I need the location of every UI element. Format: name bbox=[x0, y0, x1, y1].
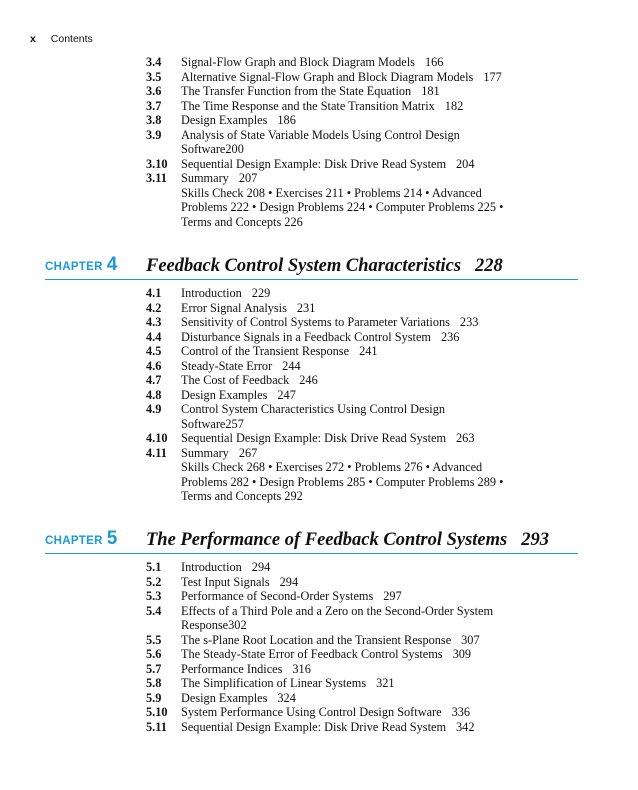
chapter-heading-4 bbox=[0, 254, 638, 280]
entry-page: 321 bbox=[376, 676, 395, 690]
entry-title: Software200 bbox=[181, 142, 244, 156]
entry-title: Signal-Flow Graph and Block Diagram Models 166 bbox=[181, 55, 444, 69]
entry-page: 207 bbox=[238, 171, 258, 185]
entry-page: 233 bbox=[459, 315, 479, 329]
entry-title: Design Examples 186 bbox=[181, 113, 296, 127]
entry-number: 5.8 bbox=[146, 676, 162, 690]
entry-title: Alternative Signal-Flow Graph and Block Diagram Models 177 bbox=[181, 69, 502, 84]
entry-title: Skills Check 268 • Exercises 272 • Problems 276 • Advanced bbox=[181, 460, 483, 474]
entry-title: System Performance Using Control Design Software 336 bbox=[181, 705, 471, 719]
entry-page: 324 bbox=[277, 690, 296, 705]
entry-page: 336 bbox=[451, 705, 471, 719]
toc-entry bbox=[0, 388, 638, 403]
entry-number: 4.5 bbox=[146, 344, 162, 358]
entry-title: Test Input Signals 294 bbox=[181, 574, 299, 589]
toc-entry bbox=[0, 113, 638, 128]
toc-entry bbox=[0, 431, 638, 446]
chapter-heading-5 bbox=[0, 528, 638, 554]
entry-title: Control System Characteristics Using Control Design bbox=[181, 402, 446, 416]
toc-entry bbox=[0, 128, 638, 143]
toc-entry-continuation bbox=[0, 618, 638, 633]
chapter-label: CHAPTER 5 bbox=[45, 528, 118, 549]
chapter-rule bbox=[45, 553, 578, 554]
entry-number: 3.10 bbox=[146, 156, 168, 171]
toc-entry bbox=[0, 171, 638, 186]
entry-number: 3.6 bbox=[146, 84, 162, 98]
entry-number: 5.7 bbox=[146, 661, 162, 676]
toc-entry bbox=[0, 315, 638, 330]
entry-page: 231 bbox=[296, 300, 316, 315]
page-number: x bbox=[30, 33, 36, 45]
entry-number: 3.9 bbox=[146, 127, 162, 142]
entry-title: The Steady-State Error of Feedback Control Systems 309 bbox=[181, 647, 472, 661]
entry-title: Analysis of State Variable Models Using Control Design bbox=[181, 127, 460, 142]
toc-entry bbox=[0, 402, 638, 417]
entry-title: Response302 bbox=[181, 618, 247, 632]
entry-title: Sequential Design Example: Disk Drive Read System 342 bbox=[181, 719, 475, 734]
entry-page: 204 bbox=[456, 156, 475, 171]
toc-entry-continuation bbox=[0, 489, 638, 504]
entry-page: 297 bbox=[383, 589, 402, 603]
entry-title: The Time Response and the State Transition Matrix 182 bbox=[181, 98, 464, 113]
toc-entry-continuation bbox=[0, 142, 638, 157]
entry-title: Skills Check 208 • Exercises 211 • Problems 214 • Advanced bbox=[181, 185, 482, 200]
toc-entry bbox=[0, 330, 638, 345]
entry-title: Problems 222 • Design Problems 224 • Computer Problems 225 • bbox=[181, 200, 504, 214]
entry-page: 244 bbox=[282, 358, 301, 373]
chapter-title: The Performance of Feedback Control Systems 293 bbox=[146, 530, 549, 550]
toc-entry bbox=[0, 720, 638, 735]
entry-title: Sequential Design Example: Disk Drive Read System 263 bbox=[181, 431, 475, 445]
toc-entry bbox=[0, 647, 638, 662]
entry-title: The Cost of Feedback 246 bbox=[181, 373, 318, 387]
toc-entry bbox=[0, 84, 638, 99]
toc-entry bbox=[0, 676, 638, 691]
entry-title: Sensitivity of Control Systems to Parameter Variations 233 bbox=[181, 315, 479, 329]
entry-title: Design Examples 247 bbox=[181, 387, 296, 402]
running-title: Contents bbox=[50, 33, 93, 45]
entry-title: Summary 267 bbox=[181, 445, 258, 460]
entry-number: 5.3 bbox=[146, 589, 162, 603]
entry-number: 5.9 bbox=[146, 690, 162, 705]
entry-page: 181 bbox=[421, 84, 440, 98]
entry-number: 4.4 bbox=[146, 329, 162, 344]
toc-entry bbox=[0, 344, 638, 359]
toc-entry bbox=[0, 589, 638, 604]
entry-page: 186 bbox=[277, 113, 296, 127]
toc-entry-continuation bbox=[0, 475, 638, 490]
entry-number: 5.2 bbox=[146, 574, 162, 589]
entry-title: Problems 282 • Design Problems 285 • Computer Problems 289 • bbox=[181, 474, 504, 489]
chapter-page: 293 bbox=[521, 530, 549, 550]
entry-number: 3.4 bbox=[146, 55, 162, 69]
entry-page: 247 bbox=[277, 387, 296, 402]
entry-number: 4.2 bbox=[146, 300, 162, 315]
toc-entry bbox=[0, 633, 638, 648]
toc-section-chapter3-tail bbox=[0, 55, 638, 229]
entry-number: 5.11 bbox=[146, 719, 167, 734]
toc-section-chapter5 bbox=[0, 560, 638, 734]
chapter-label: CHAPTER 4 bbox=[45, 254, 118, 275]
toc-entry bbox=[0, 705, 638, 720]
entry-page: 246 bbox=[299, 373, 318, 387]
entry-title: Software257 bbox=[181, 416, 244, 431]
entry-number: 4.7 bbox=[146, 373, 162, 387]
toc-entry bbox=[0, 99, 638, 114]
entry-title: Disturbance Signals in a Feedback Control System 236 bbox=[181, 329, 460, 344]
chapter-rule bbox=[45, 279, 578, 280]
entry-number: 5.10 bbox=[146, 705, 168, 719]
entry-page: 307 bbox=[461, 632, 480, 647]
entry-number: 4.3 bbox=[146, 315, 162, 329]
entry-title: Introduction 294 bbox=[181, 560, 271, 574]
entry-number: 5.5 bbox=[146, 632, 162, 647]
chapter-title: Feedback Control System Characteristics 228 bbox=[146, 256, 503, 276]
entry-title: Performance of Second-Order Systems 297 bbox=[181, 589, 402, 603]
entry-page: 342 bbox=[456, 719, 475, 734]
entry-page: 200 bbox=[225, 142, 244, 156]
toc-entry bbox=[0, 691, 638, 706]
entry-title: Summary 207 bbox=[181, 171, 258, 185]
toc-entry-continuation bbox=[0, 200, 638, 215]
entry-title: Sequential Design Example: Disk Drive Read System 204 bbox=[181, 156, 475, 171]
entry-page: 236 bbox=[441, 329, 460, 344]
entry-title: Effects of a Third Pole and a Zero on the Second-Order System bbox=[181, 603, 494, 618]
toc-entry bbox=[0, 70, 638, 85]
entry-page: 263 bbox=[456, 431, 475, 445]
entry-title: The s-Plane Root Location and the Transient Response 307 bbox=[181, 632, 480, 647]
entry-page: 257 bbox=[225, 416, 244, 431]
toc-entry bbox=[0, 662, 638, 677]
toc-entry bbox=[0, 286, 638, 301]
entry-page: 309 bbox=[452, 647, 472, 661]
toc-entry bbox=[0, 373, 638, 388]
toc-entry bbox=[0, 604, 638, 619]
entry-number: 4.6 bbox=[146, 358, 162, 373]
entry-title: Performance Indices 316 bbox=[181, 661, 311, 676]
entry-page: 294 bbox=[279, 574, 299, 589]
toc-entry bbox=[0, 359, 638, 374]
entry-number: 5.4 bbox=[146, 603, 162, 618]
toc-entry bbox=[0, 55, 638, 70]
entry-number: 4.11 bbox=[146, 445, 167, 460]
entry-number: 4.1 bbox=[146, 286, 162, 300]
toc-entry bbox=[0, 575, 638, 590]
entry-page: 302 bbox=[228, 618, 247, 632]
entry-title: Error Signal Analysis 231 bbox=[181, 300, 316, 315]
entry-number: 3.8 bbox=[146, 113, 162, 127]
entry-number: 4.8 bbox=[146, 387, 162, 402]
toc-entry bbox=[0, 157, 638, 172]
entry-number: 3.7 bbox=[146, 98, 162, 113]
toc-entry-continuation bbox=[0, 460, 638, 475]
running-header bbox=[30, 33, 93, 45]
entry-number: 5.6 bbox=[146, 647, 162, 661]
toc-entry bbox=[0, 301, 638, 316]
entry-title: Introduction 229 bbox=[181, 286, 271, 300]
entry-page: 177 bbox=[483, 69, 502, 84]
chapter-number: 4 bbox=[106, 254, 118, 275]
entry-title: Terms and Concepts 226 bbox=[181, 214, 303, 229]
entry-page: 182 bbox=[444, 98, 464, 113]
entry-title: Control of the Transient Response 241 bbox=[181, 344, 378, 358]
entry-number: 5.1 bbox=[146, 560, 162, 574]
entry-page: 294 bbox=[251, 560, 271, 574]
toc-entry bbox=[0, 446, 638, 461]
entry-page: 241 bbox=[359, 344, 378, 358]
entry-title: Design Examples 324 bbox=[181, 690, 296, 705]
entry-page: 267 bbox=[238, 445, 258, 460]
entry-page: 166 bbox=[424, 55, 444, 69]
entry-number: 3.11 bbox=[146, 171, 167, 185]
entry-title: The Transfer Function from the State Equation 181 bbox=[181, 84, 440, 98]
entry-number: 3.5 bbox=[146, 69, 162, 84]
entry-title: Terms and Concepts 292 bbox=[181, 489, 303, 503]
chapter-number: 5 bbox=[106, 528, 118, 549]
entry-page: 316 bbox=[292, 661, 311, 676]
entry-number: 4.10 bbox=[146, 431, 168, 445]
toc-entry bbox=[0, 560, 638, 575]
toc-entry-continuation bbox=[0, 417, 638, 432]
entry-title: The Simplification of Linear Systems 321 bbox=[181, 676, 395, 690]
entry-page: 229 bbox=[251, 286, 271, 300]
entry-title: Steady-State Error 244 bbox=[181, 358, 301, 373]
entry-number: 4.9 bbox=[146, 402, 162, 416]
toc-section-chapter4 bbox=[0, 286, 638, 504]
chapter-page: 228 bbox=[475, 256, 503, 276]
toc-entry-continuation bbox=[0, 215, 638, 230]
toc-entry-continuation bbox=[0, 186, 638, 201]
